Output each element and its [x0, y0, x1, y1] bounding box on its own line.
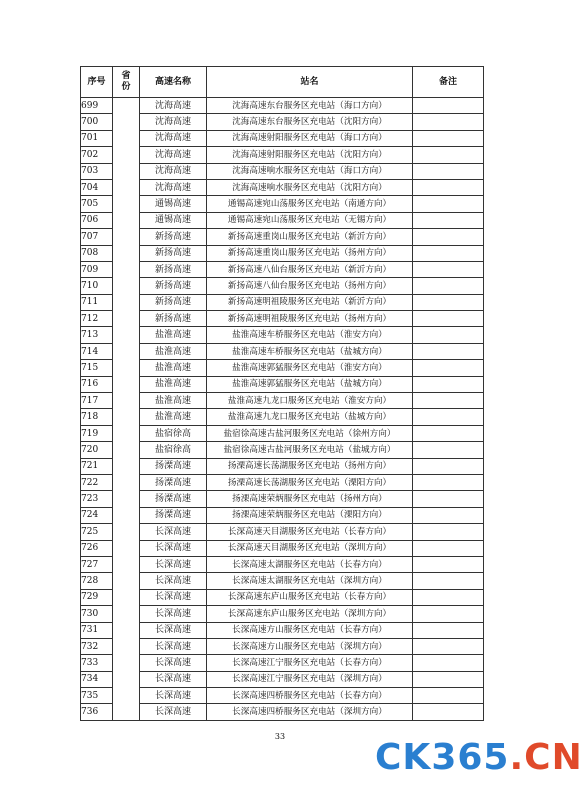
cell-seq: 725: [81, 524, 113, 540]
cell-seq: 720: [81, 442, 113, 458]
cell-seq: 707: [81, 229, 113, 245]
cell-note: [413, 638, 484, 654]
table-row: [81, 409, 484, 425]
cell-note: [413, 212, 484, 228]
cell-road: 新扬高速: [140, 294, 207, 310]
cell-note: [413, 229, 484, 245]
cell-seq: 718: [81, 409, 113, 425]
cell-note: [413, 98, 484, 114]
cell-road: 新扬高速: [140, 261, 207, 277]
table-body: [81, 98, 484, 721]
cell-note: [413, 376, 484, 392]
cell-note: [413, 458, 484, 474]
cell-note: [413, 294, 484, 310]
table-row: [81, 311, 484, 327]
cell-note: [413, 278, 484, 294]
cell-note: [413, 606, 484, 622]
cell-seq: 710: [81, 278, 113, 294]
cell-note: [413, 491, 484, 507]
cell-seq: 728: [81, 573, 113, 589]
cell-note: [413, 130, 484, 146]
cell-seq: 714: [81, 343, 113, 359]
cell-station: 长深高速太湖服务区充电站（深圳方向）: [207, 573, 413, 589]
cell-road: 盐宿徐高: [140, 425, 207, 441]
table-row: [81, 327, 484, 343]
cell-station: 盐宿徐高速古盐河服务区充电站（盐城方向）: [207, 442, 413, 458]
cell-road: 扬溧高速: [140, 458, 207, 474]
cell-seq: 708: [81, 245, 113, 261]
cell-road: 长深高速: [140, 638, 207, 654]
cell-road: 盐淮高速: [140, 409, 207, 425]
cell-road: 扬溧高速: [140, 507, 207, 523]
cell-seq: 734: [81, 671, 113, 687]
cell-note: [413, 311, 484, 327]
cell-station: 长深高速江宁服务区充电站（深圳方向）: [207, 671, 413, 687]
cell-station: 新扬高速重岗山服务区充电站（新沂方向）: [207, 229, 413, 245]
cell-station: 新扬高速重岗山服务区充电站（扬州方向）: [207, 245, 413, 261]
cell-note: [413, 524, 484, 540]
cell-station: 扬溧高速荣炳服务区充电站（溧阳方向）: [207, 507, 413, 523]
table-row: [81, 573, 484, 589]
cell-note: [413, 688, 484, 704]
table-row: [81, 393, 484, 409]
cell-road: 长深高速: [140, 589, 207, 605]
table-row: [81, 343, 484, 359]
cell-road: 通锡高速: [140, 212, 207, 228]
cell-road: 盐宿徐高: [140, 442, 207, 458]
cell-road: 长深高速: [140, 524, 207, 540]
table-row: [81, 261, 484, 277]
cell-seq: 726: [81, 540, 113, 556]
cell-seq: 703: [81, 163, 113, 179]
table-row: [81, 524, 484, 540]
cell-road: 长深高速: [140, 688, 207, 704]
cell-seq: 722: [81, 474, 113, 490]
cell-note: [413, 360, 484, 376]
cell-station: 沈海高速射阳服务区充电站（海口方向）: [207, 130, 413, 146]
table-row: [81, 589, 484, 605]
table-row: [81, 229, 484, 245]
cell-road: 长深高速: [140, 704, 207, 720]
cell-station: 长深高速方山服务区充电站（深圳方向）: [207, 638, 413, 654]
cell-station: 盐宿徐高速古盐河服务区充电站（徐州方向）: [207, 425, 413, 441]
cell-station: 长深高速四桥服务区充电站（长春方向）: [207, 688, 413, 704]
cell-seq: 706: [81, 212, 113, 228]
cell-note: [413, 327, 484, 343]
cell-station: 通锡高速宛山荡服务区充电站（南通方向）: [207, 196, 413, 212]
cell-station: 盐淮高速车桥服务区充电站（淮安方向）: [207, 327, 413, 343]
cell-seq: 711: [81, 294, 113, 310]
cell-note: [413, 179, 484, 195]
cell-note: [413, 409, 484, 425]
cell-road: 沈海高速: [140, 98, 207, 114]
watermark-part2: .CN: [509, 737, 583, 778]
cell-station: 沈海高速响水服务区充电站（海口方向）: [207, 163, 413, 179]
header-province: [113, 67, 140, 98]
cell-road: 扬溧高速: [140, 491, 207, 507]
cell-station: 新扬高速八仙台服务区充电站（扬州方向）: [207, 278, 413, 294]
cell-station: 盐淮高速九龙口服务区充电站（盐城方向）: [207, 409, 413, 425]
cell-seq: 735: [81, 688, 113, 704]
table-row: [81, 147, 484, 163]
cell-seq: 712: [81, 311, 113, 327]
cell-station: 沈海高速响水服务区充电站（沈阳方向）: [207, 179, 413, 195]
cell-station: 新扬高速八仙台服务区充电站（新沂方向）: [207, 261, 413, 277]
cell-road: 沈海高速: [140, 130, 207, 146]
header-row: [81, 67, 484, 98]
cell-station: 盐淮高速九龙口服务区充电站（淮安方向）: [207, 393, 413, 409]
cell-seq: 721: [81, 458, 113, 474]
cell-road: 沈海高速: [140, 147, 207, 163]
cell-road: 盐淮高速: [140, 343, 207, 359]
cell-road: 长深高速: [140, 540, 207, 556]
cell-road: 新扬高速: [140, 311, 207, 327]
cell-road: 新扬高速: [140, 245, 207, 261]
watermark-part1: CK365: [375, 737, 510, 778]
cell-station: 扬溧高速长荡湖服务区充电站（扬州方向）: [207, 458, 413, 474]
cell-seq: 724: [81, 507, 113, 523]
cell-seq: 727: [81, 556, 113, 572]
page-number: 33: [274, 732, 286, 741]
cell-note: [413, 573, 484, 589]
site-watermark: [375, 733, 583, 783]
cell-note: [413, 147, 484, 163]
table-row: [81, 294, 484, 310]
cell-road: 沈海高速: [140, 114, 207, 130]
table-row: [81, 491, 484, 507]
cell-seq: 723: [81, 491, 113, 507]
header-seq: 序号: [81, 67, 113, 98]
cell-note: [413, 704, 484, 720]
cell-road: 长深高速: [140, 606, 207, 622]
table-row: [81, 376, 484, 392]
cell-note: [413, 507, 484, 523]
cell-note: [413, 114, 484, 130]
table-row: [81, 163, 484, 179]
cell-station: 长深高速天目湖服务区充电站（深圳方向）: [207, 540, 413, 556]
cell-station: 长深高速江宁服务区充电站（长春方向）: [207, 655, 413, 671]
cell-road: 长深高速: [140, 622, 207, 638]
cell-note: [413, 655, 484, 671]
charging-station-table: [80, 66, 484, 721]
cell-seq: 731: [81, 622, 113, 638]
table-row: [81, 655, 484, 671]
cell-road: 沈海高速: [140, 179, 207, 195]
cell-station: 长深高速天目湖服务区充电站（长春方向）: [207, 524, 413, 540]
cell-seq: 699: [81, 98, 113, 114]
cell-station: 扬溧高速长荡湖服务区充电站（溧阳方向）: [207, 474, 413, 490]
cell-road: 长深高速: [140, 573, 207, 589]
cell-road: 新扬高速: [140, 229, 207, 245]
cell-note: [413, 671, 484, 687]
table-row: [81, 622, 484, 638]
table-row: [81, 196, 484, 212]
cell-seq: 736: [81, 704, 113, 720]
table-row: [81, 442, 484, 458]
cell-station: 长深高速东庐山服务区充电站（长春方向）: [207, 589, 413, 605]
cell-road: 盐淮高速: [140, 360, 207, 376]
cell-station: 盐淮高速郭猛服务区充电站（盐城方向）: [207, 376, 413, 392]
cell-road: 长深高速: [140, 556, 207, 572]
cell-province: [113, 98, 140, 721]
table-row: [81, 278, 484, 294]
table-row: [81, 540, 484, 556]
cell-road: 盐淮高速: [140, 376, 207, 392]
cell-note: [413, 540, 484, 556]
cell-road: 盐淮高速: [140, 393, 207, 409]
cell-station: 长深高速太湖服务区充电站（长春方向）: [207, 556, 413, 572]
header-station: 站名: [207, 67, 413, 98]
cell-note: [413, 622, 484, 638]
cell-note: [413, 589, 484, 605]
cell-note: [413, 261, 484, 277]
table-row: [81, 507, 484, 523]
cell-station: 沈海高速东台服务区充电站（海口方向）: [207, 98, 413, 114]
table-row: [81, 98, 484, 114]
cell-seq: 713: [81, 327, 113, 343]
cell-seq: 709: [81, 261, 113, 277]
cell-station: 扬溧高速荣炳服务区充电站（扬州方向）: [207, 491, 413, 507]
cell-station: 新扬高速明祖陵服务区充电站（新沂方向）: [207, 294, 413, 310]
table-row: [81, 474, 484, 490]
cell-note: [413, 245, 484, 261]
cell-station: 盐淮高速郭猛服务区充电站（淮安方向）: [207, 360, 413, 376]
cell-note: [413, 425, 484, 441]
cell-note: [413, 442, 484, 458]
table-row: [81, 114, 484, 130]
table-row: [81, 425, 484, 441]
cell-seq: 730: [81, 606, 113, 622]
cell-station: 沈海高速东台服务区充电站（沈阳方向）: [207, 114, 413, 130]
cell-note: [413, 556, 484, 572]
table-row: [81, 688, 484, 704]
cell-station: 长深高速四桥服务区充电站（深圳方向）: [207, 704, 413, 720]
table-row: [81, 212, 484, 228]
cell-road: 盐淮高速: [140, 327, 207, 343]
cell-seq: 705: [81, 196, 113, 212]
table-row: [81, 671, 484, 687]
cell-station: 盐淮高速车桥服务区充电站（盐城方向）: [207, 343, 413, 359]
cell-road: 沈海高速: [140, 163, 207, 179]
cell-road: 通锡高速: [140, 196, 207, 212]
cell-road: 扬溧高速: [140, 474, 207, 490]
header-road: 高速名称: [140, 67, 207, 98]
table-row: [81, 360, 484, 376]
cell-station: 长深高速方山服务区充电站（长春方向）: [207, 622, 413, 638]
cell-seq: 702: [81, 147, 113, 163]
cell-seq: 715: [81, 360, 113, 376]
cell-seq: 701: [81, 130, 113, 146]
cell-seq: 716: [81, 376, 113, 392]
cell-road: 新扬高速: [140, 278, 207, 294]
cell-road: 长深高速: [140, 655, 207, 671]
table-row: [81, 458, 484, 474]
table-row: [81, 704, 484, 720]
cell-note: [413, 474, 484, 490]
table-row: [81, 179, 484, 195]
cell-seq: 704: [81, 179, 113, 195]
table-row: [81, 556, 484, 572]
cell-station: 新扬高速明祖陵服务区充电站（扬州方向）: [207, 311, 413, 327]
cell-station: 通锡高速宛山荡服务区充电站（无锡方向）: [207, 212, 413, 228]
cell-station: 长深高速东庐山服务区充电站（深圳方向）: [207, 606, 413, 622]
header-province-label: 省份: [121, 71, 131, 92]
cell-note: [413, 393, 484, 409]
cell-seq: 717: [81, 393, 113, 409]
cell-note: [413, 163, 484, 179]
cell-seq: 719: [81, 425, 113, 441]
table-row: [81, 130, 484, 146]
table-row: [81, 245, 484, 261]
cell-seq: 729: [81, 589, 113, 605]
cell-seq: 733: [81, 655, 113, 671]
cell-seq: 700: [81, 114, 113, 130]
table-header: [81, 67, 484, 98]
table-row: [81, 638, 484, 654]
cell-seq: 732: [81, 638, 113, 654]
header-note: 备注: [413, 67, 484, 98]
cell-road: 长深高速: [140, 671, 207, 687]
cell-station: 沈海高速射阳服务区充电站（沈阳方向）: [207, 147, 413, 163]
table-row: [81, 606, 484, 622]
cell-note: [413, 343, 484, 359]
cell-note: [413, 196, 484, 212]
